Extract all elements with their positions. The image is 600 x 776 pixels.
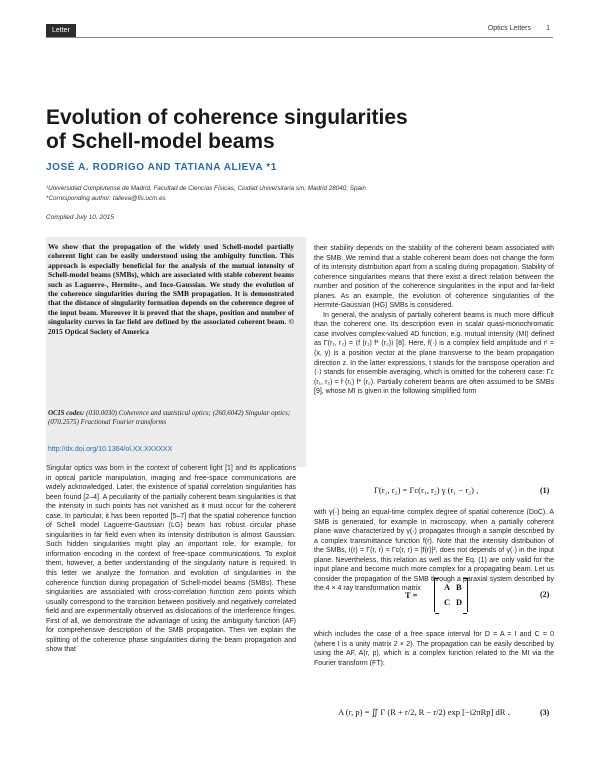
matrix-cell-a: A	[444, 582, 451, 592]
left-column-text: Singular optics was born in the context of coherent light [1] and its applications in optical particle manipulation, imaging and free-space communications are widely acknowledged. Later, the existence of spatial correlation singularities has been found [2–4]. A peculiarity of the partially coherent beam singularities is that the intensity in such points has not vanished as it must occur for the coherent case. In particular, it has been reported [5–7] that the spatial coherence function of Schell model Laguerre-Gaussian (LG) beam has robust circular phase singularities in far field even when its intensity distribution is almost Gaussian. Such hidden singularities might play an important role, for example, for information encoding in the context of free-space communications. To exploit them, however, a better understanding of the singularity nature is required. In this letter we analyze the formation and evolution of singularities in the coherence function during propagation of Schell-model beams (SMBs). These singularities are associated with cross-correlation function zero points which usually correspond to the transition between positively and negatively correlated field and are experimentally observed as dislocations of the interference fringes. First of all, we demonstrate the advantage of using the ambiguity function (AF) for comprehensive description of the SMB propagation. Then we explain the splitting of the coherence phase singularities during the beam propagation and show that	[46, 465, 296, 654]
equation-2-number: (2)	[540, 590, 550, 599]
ocis-label: OCIS codes:	[48, 409, 85, 417]
equation-1: Γ(r₁, r₂) = Γc(r₁, r₂) γ (r₁ − r₂) ,	[374, 485, 479, 495]
title-line-1: Evolution of coherence singularities	[46, 106, 408, 129]
paragraph-2: In general, the analysis of partially coherent beams is much more difficult than the coherent one. Its description even in scalar quasi-monochromatic case involves complex-valued 4D function, e.g. mutual intensity (MI) defined as Γ(r₁, r₂) = ⟨f (r₁) f* (r₂)⟩ [8]. Here, f(·) is a complex field amplitude and rᵗ = (x, y) is a position vector at the plane transverse to the beam propagation direction z. In the latter expressions, t stands for the transpose operation and ⟨·⟩ stands for ensemble averaging, which is omitted for the coherent case: Γc (r₁, r₂) = f (r₁) f* (r₂). Partially coherent beams are often assumed to be SMBs [9], whose MI is given in the following simplified form	[314, 311, 554, 396]
equation-2-lhs: T =	[405, 590, 418, 600]
paragraph-1: their stability depends on the stability of the coherent beam associated with the SMB. We remind that a stable coherent beam does not change the form of its intensity distribution apart from a scaling during propagation. Stability of coherence singularities means that there exist a direct relation between the number and position of the coherence singularities in the input and far-field planes. As an example, the evolution of coherence singularities of the Hermite-Gaussian (HG) SMBs is considered.	[314, 245, 554, 310]
abstract-text: We show that the propagation of the widely used Schell-model partially coherent light can be easily understood using the ambiguity function. This approach is especially beneficial for the analysis of the mutual intensity of Schell-model beams (SMBs), which are associated with stable coherent beams such as Laguerre-, Hermite-, and Ince-Gaussian. We study the evolution of the coherence singularities during the SMB propagation. It is demonstrated that the distance of singularity formation depends on the coherence degree of the input beam. Moreover it is proved that the shape, position and number of singularity curves in far field are defined by the associated coherent beam. © 2015 Optical Society of America	[48, 242, 294, 336]
paragraph-3: with γ(·) being an equal-time complex degree of spatial coherence (DoC). A SMB is generated, for example in microscopy, when a partially coherent plane wave characterized by γ(·) propagates through a sample described by a complex transmittance function f(r). Note that the intensity distribution of the SMBs, I(r) = Γ(r, r) = Γc(r, r) = |f(r)|², does not depends of γ(·) in the input plane. Nevertheless, this relation as well as the Eq. (1) are only valid for the input plane and become much more complex for a propagating beam. Let us consider the propagation of the SMB through a paraxial system described by the 4 × 4 ray transformation matrix	[314, 509, 554, 593]
matrix-cell-d: D	[456, 597, 463, 607]
paragraph-4: which includes the case of a free space interval for D = A = I and C = 0 (where I is a unity matrix 2 × 2). The propagation can be easily described by using the AF, A(r, p), which is a complex function related to the MI via the Fourier transform (FT):	[314, 631, 554, 667]
equation-3: A (r, p) = ∬ Γ (R + r/2, R − r/2) exp [−i2πRp] dR .	[338, 707, 510, 717]
corresponding-author: *Corresponding author: talieva@fis.ucm.es	[46, 195, 166, 202]
ocis-codes	[48, 409, 294, 427]
equation-1-number: (1)	[540, 486, 550, 495]
page-number: 1	[546, 25, 550, 32]
paper-title	[46, 106, 466, 154]
journal-name: Optics Letters	[487, 25, 531, 32]
compiled-date: Compiled July 10, 2015	[46, 214, 114, 221]
matrix-cell-c: C	[444, 597, 451, 607]
article-type-tag: Letter	[46, 24, 76, 37]
affiliation-1: ¹Universidad Complutense de Madrid, Facultad de Ciencias Físicas, Ciudad Universitaria s/n, Madrid 28040, Spain	[46, 185, 366, 192]
running-header	[46, 24, 553, 38]
ray-transformation-matrix	[434, 578, 468, 612]
right-column	[314, 244, 554, 397]
equation-3-number: (3)	[540, 708, 550, 717]
right-column-final	[314, 630, 554, 668]
title-line-2: of Schell-model beams	[46, 130, 275, 153]
matrix-cell-b: B	[456, 582, 462, 592]
doi-link[interactable]: http://dx.doi.org/10.1364/ol.XX.XXXXXX	[48, 446, 173, 453]
author-list: JOSÉ A. RODRIGO AND TATIANA ALIEVA *1	[46, 162, 277, 173]
ocis-values: (030.0030) Coherence and statistical optics; (260.6042) Singular optics; (070.2575) Fractional Fourier transforms	[48, 409, 291, 426]
